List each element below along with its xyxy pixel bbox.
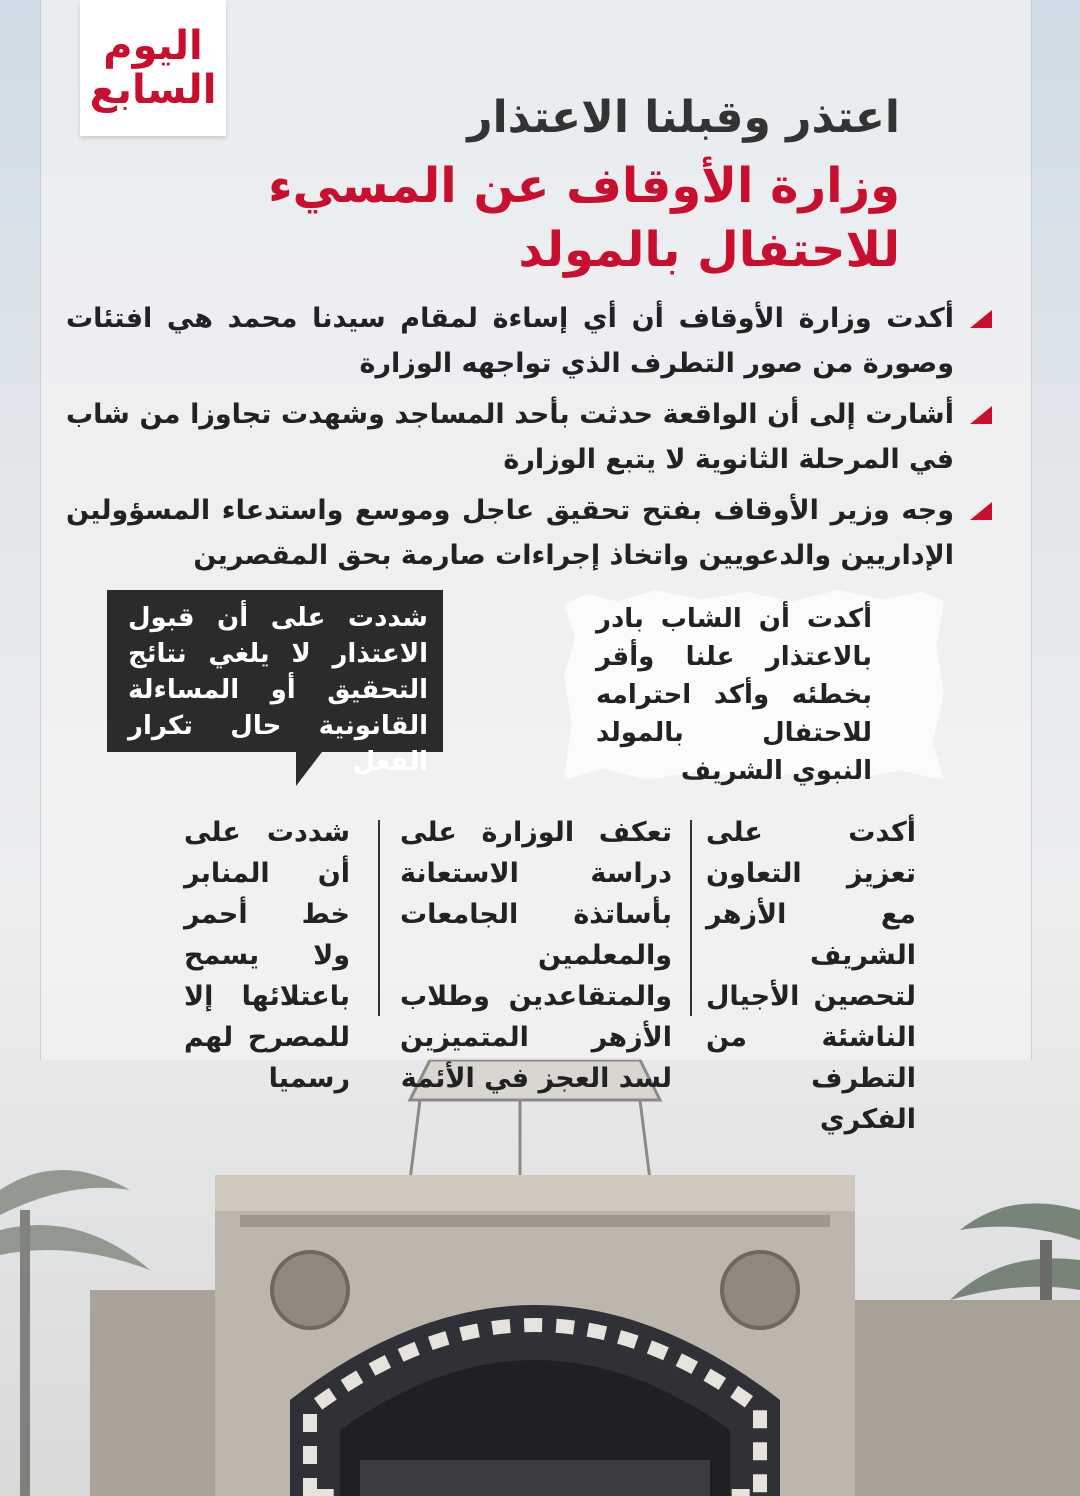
column-divider [378,820,380,1016]
bullet-item [66,488,992,578]
bullet-item [66,392,992,482]
red-triangle-icon [970,310,992,328]
info-column-1: أكدت على تعزيز التعاون مع الأزهر الشريف لتحصين الأجيال الناشئة من التطرف الفكري [706,817,916,1135]
subheadline-1: وزارة الأوقاف عن المسيء [268,158,900,214]
bullet-item [66,296,992,386]
red-triangle-icon [970,406,992,424]
bullet-list [66,296,992,584]
logo-line2: السابع [89,67,217,113]
info-column-3: شددت على أن المنابر خط أحمر ولا يسمح باعتلائها إلا للمصرح لهم رسميا [184,817,350,1094]
logo-line1: اليوم [103,23,203,69]
column-divider [690,820,692,1016]
bullet-text: أكدت وزارة الأوقاف أن أي إساءة لمقام سيدنا محمد هي افتئات وصورة من صور التطرف الذي تواجهه الوزارة [66,303,954,379]
bullet-text: وجه وزير الأوقاف بفتح تحقيق عاجل وموسع واستدعاء المسؤولين الإداريين والدعويين واتخاذ إجراءات صارمة بحق المقصرين [66,495,954,571]
paper-note-text: أكدت أن الشاب بادر بالاعتذار علنا وأقر بخطئه وأكد احترامه للاحتفال بالمولد النبوي الشريف [596,604,872,786]
info-column-2: تعكف الوزارة على دراسة الاستعانة بأساتذة الجامعات والمعلمين والمتقاعدين وطلاب الأزهر المتميزين لسد العجز في الأئمة [400,817,672,1094]
red-triangle-icon [970,502,992,520]
headline: اعتذر وقبلنا الاعتذار [467,92,900,143]
mosque-building-illustration [0,1040,1080,1496]
speech-bubble-text: شددت على أن قبول الاعتذار لا يلغي نتائج التحقيق أو المساءلة القانونية حال تكرار الفعل [128,603,428,777]
bullet-text: أشارت إلى أن الواقعة حدثت بأحد المساجد وشهدت تجاوزا من شاب في المرحلة الثانوية لا يتبع الوزارة [66,399,954,475]
subheadline-2: للاحتفال بالمولد [518,222,900,278]
